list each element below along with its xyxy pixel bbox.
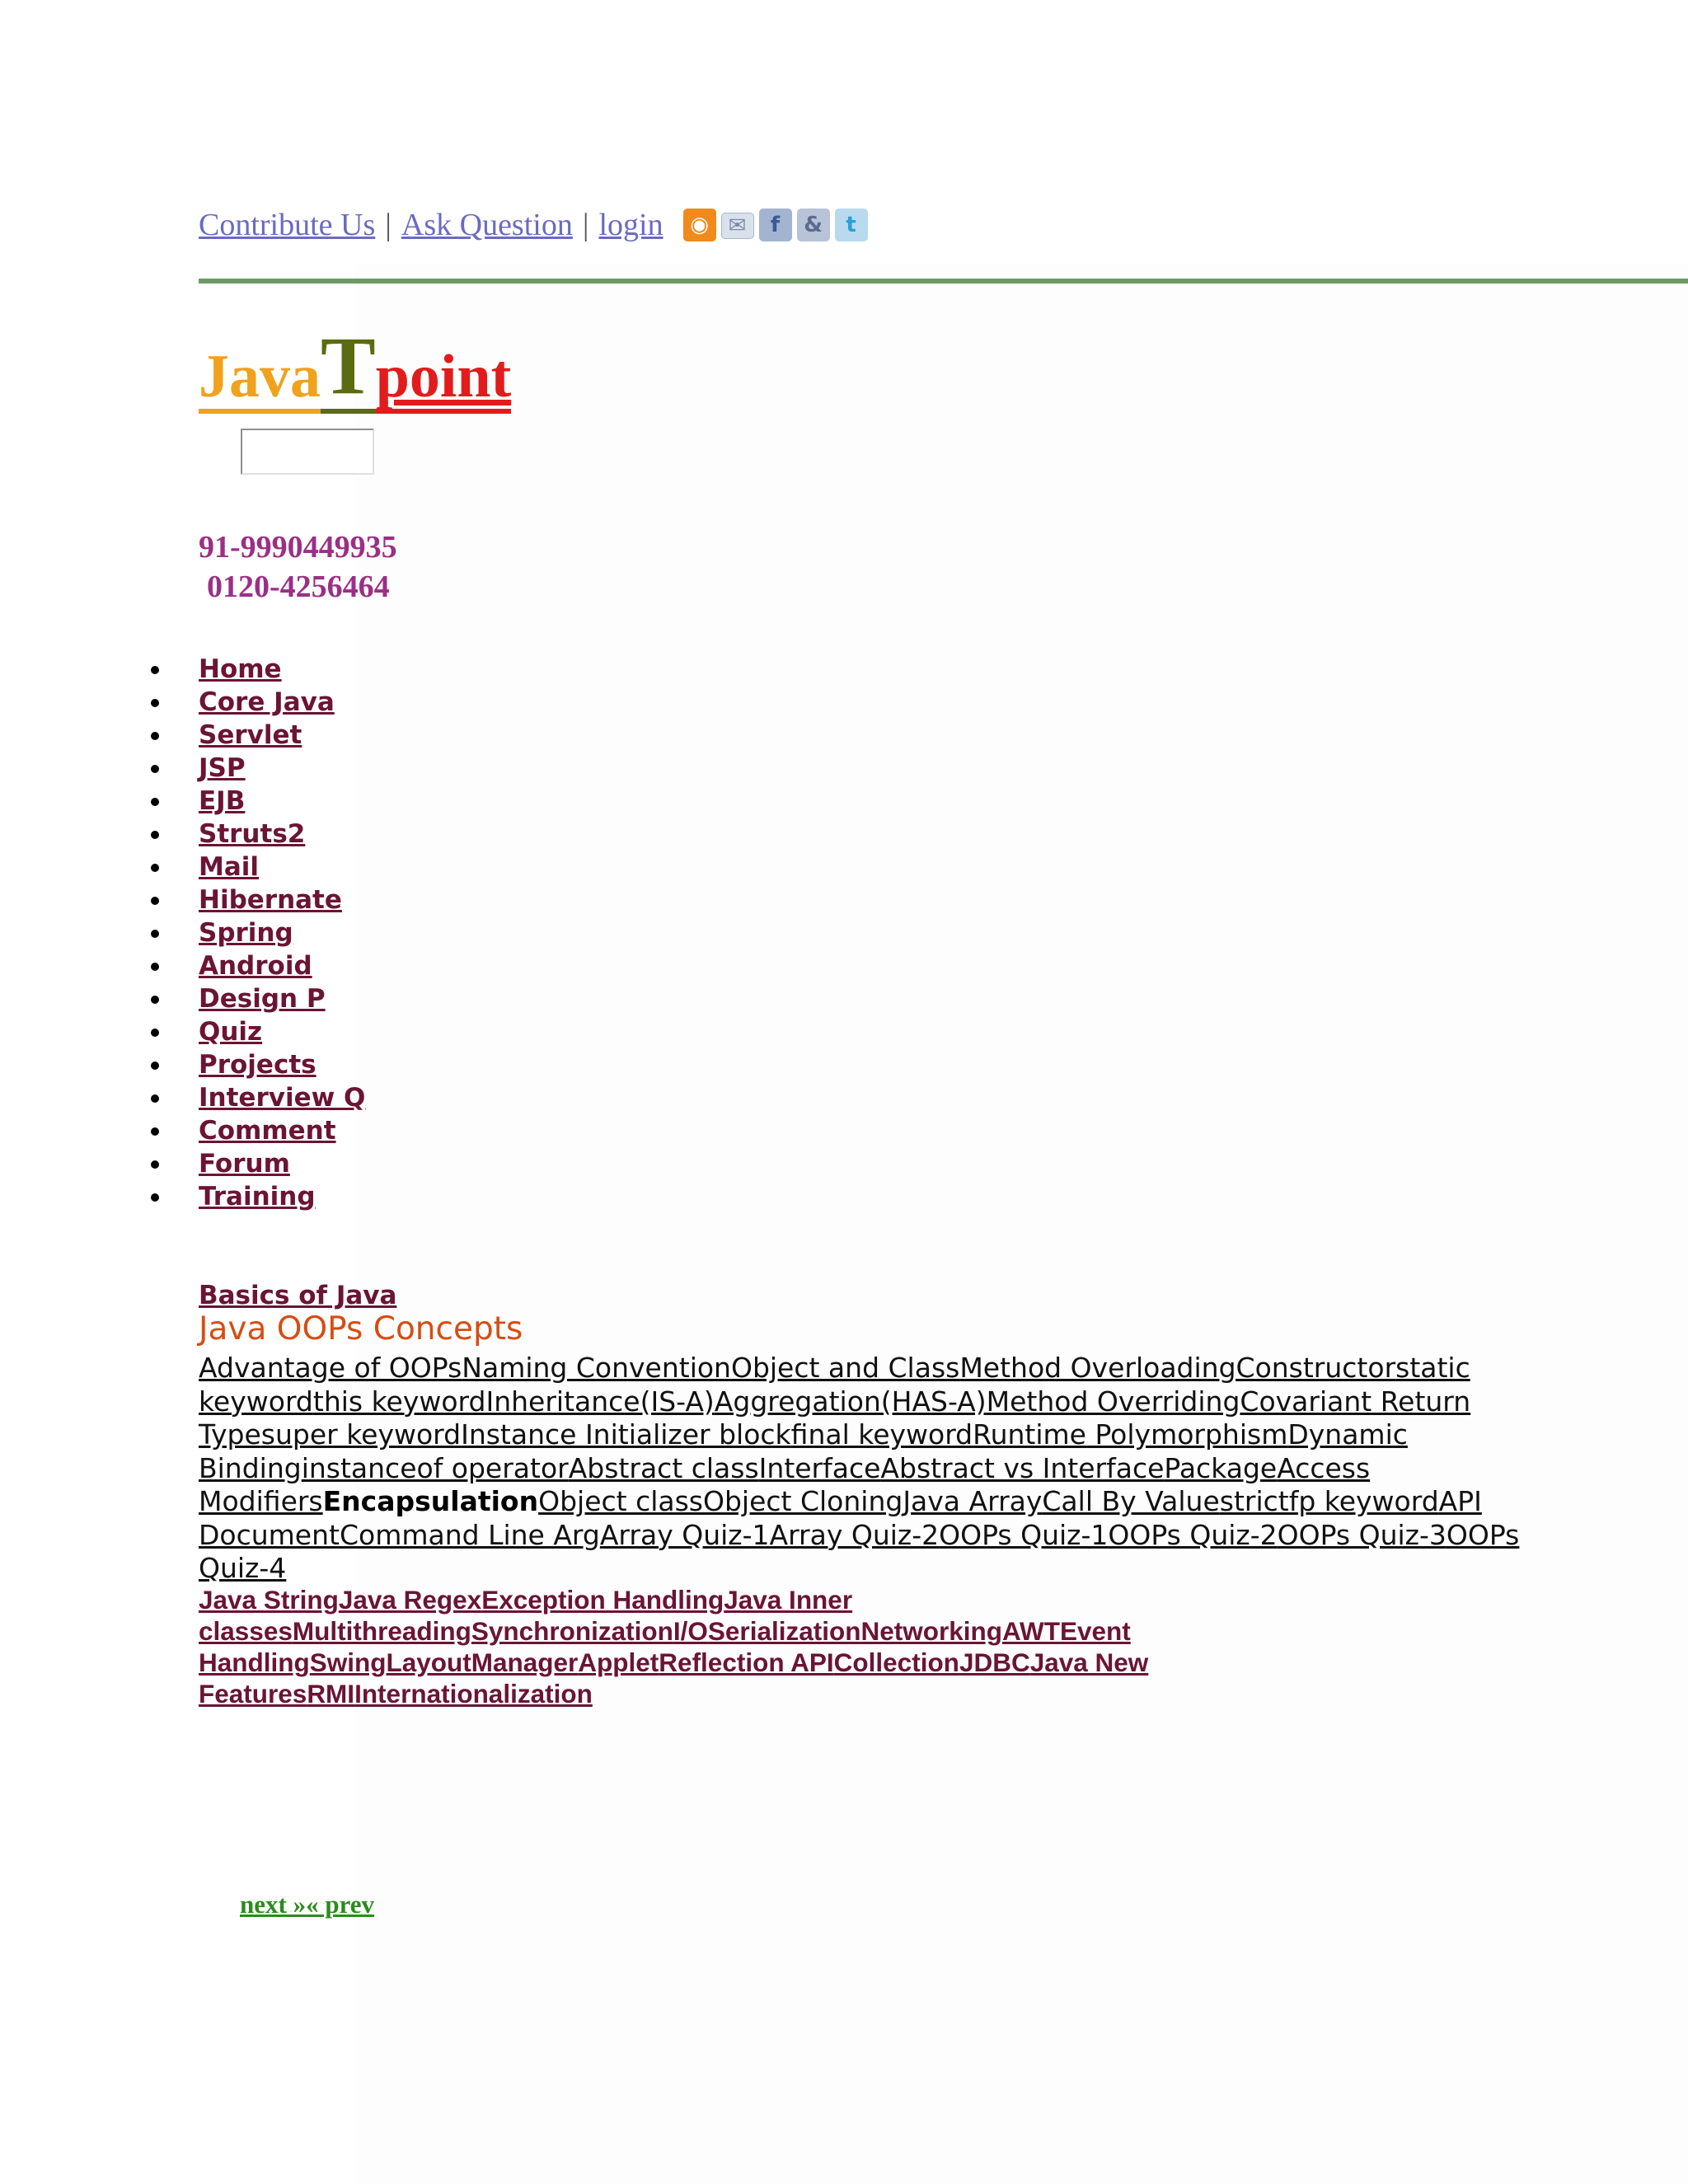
topic-link-reflection-api[interactable]: Reflection API: [659, 1647, 834, 1677]
topic-link-abstract-vs-interface[interactable]: Abstract vs Interface: [880, 1451, 1165, 1484]
topic-link-java-inner-classes[interactable]: Java Inner classes: [199, 1585, 853, 1646]
nav-link-core-java[interactable]: Core Java: [199, 687, 335, 717]
twitter-icon[interactable]: t: [835, 209, 868, 241]
nav-link-comment[interactable]: Comment: [199, 1116, 336, 1146]
topic-link-final-keyword[interactable]: final keyword: [790, 1418, 973, 1451]
nav-item-forum: [148, 1147, 365, 1180]
phone-number-1: 91-9990449935: [199, 530, 397, 565]
nav-link-home[interactable]: Home: [199, 654, 282, 684]
header-divider: [199, 279, 1688, 284]
topic-link-api-document[interactable]: API Document: [199, 1485, 1482, 1551]
nav-item-jsp: [148, 752, 365, 785]
nav-item-quiz: [148, 1015, 365, 1048]
topic-link-this-keyword[interactable]: this keyword: [312, 1385, 486, 1418]
topic-link-synchronization[interactable]: Synchronization: [471, 1616, 673, 1646]
main-nav: [148, 653, 365, 1213]
nav-link-projects[interactable]: Projects: [199, 1050, 316, 1080]
nav-item-struts2: [148, 818, 365, 851]
topic-link-package[interactable]: Package: [1164, 1451, 1278, 1484]
nav-link-struts2[interactable]: Struts2: [199, 819, 306, 849]
topic-link-multithreading[interactable]: Multithreading: [292, 1616, 471, 1646]
top-links-bar: [199, 200, 868, 250]
topic-link-networking[interactable]: Networking: [860, 1616, 1002, 1646]
topic-link-instanceof-operator[interactable]: instanceof operator: [301, 1451, 569, 1484]
nav-link-spring[interactable]: Spring: [199, 918, 293, 948]
login-link[interactable]: login: [598, 208, 663, 242]
topic-link-serialization[interactable]: Serialization: [707, 1616, 861, 1646]
topic-link-array-quiz-2[interactable]: Array Quiz-2: [769, 1518, 940, 1551]
facebook-icon[interactable]: f: [759, 209, 792, 241]
topic-link-abstract-class[interactable]: Abstract class: [568, 1451, 759, 1484]
topic-link-event-handling[interactable]: Event Handling: [199, 1616, 1131, 1677]
topic-link-collection[interactable]: Collection: [833, 1647, 959, 1677]
nav-item-mail: [148, 851, 365, 883]
rss-icon[interactable]: ◉: [683, 209, 716, 241]
nav-link-hibernate[interactable]: Hibernate: [199, 885, 342, 915]
search-input[interactable]: [241, 429, 374, 475]
topic-link-command-line-arg[interactable]: Command Line Arg: [339, 1518, 600, 1551]
topic-link-method-overloading[interactable]: Method Overloading: [959, 1352, 1236, 1384]
next-link[interactable]: next »: [240, 1890, 307, 1919]
topic-link-jdbc[interactable]: JDBC: [959, 1647, 1030, 1677]
nav-item-training: [148, 1180, 365, 1213]
logo-java: Java: [199, 346, 321, 414]
topic-link-inheritance-is-a[interactable]: Inheritance(IS-A): [485, 1385, 715, 1418]
topic-link-java-array[interactable]: Java Array: [903, 1485, 1043, 1517]
nav-item-spring: [148, 916, 365, 949]
nav-item-comment: [148, 1114, 365, 1147]
topic-link-aggregation-has-a[interactable]: Aggregation(HAS-A): [714, 1385, 987, 1418]
nav-link-mail[interactable]: Mail: [199, 852, 260, 882]
topic-link-covariant-return-type[interactable]: Covariant Return Type: [199, 1385, 1471, 1451]
nav-item-projects: [148, 1048, 365, 1081]
nav-item-hibernate: [148, 883, 365, 916]
nav-item-android: [148, 949, 365, 982]
topic-link-instance-initializer-block[interactable]: Instance Initializer block: [461, 1418, 791, 1451]
nav-link-jsp[interactable]: JSP: [199, 753, 246, 783]
pager: [240, 1890, 374, 1919]
topic-link-oops-quiz-4[interactable]: OOPs Quiz-4: [199, 1518, 1520, 1584]
topic-link-oops-quiz-1[interactable]: OOPs Quiz-1: [939, 1518, 1109, 1551]
nav-link-servlet[interactable]: Servlet: [199, 720, 302, 750]
topic-link-call-by-value[interactable]: Call By Value: [1042, 1485, 1220, 1517]
topic-link-super-keyword[interactable]: super keyword: [260, 1418, 462, 1451]
nav-link-android[interactable]: Android: [199, 951, 312, 981]
logo-point: point: [376, 346, 512, 414]
topic-link-swing[interactable]: Swing: [309, 1647, 387, 1677]
share-icon[interactable]: &: [797, 209, 830, 241]
topic-link-layoutmanager[interactable]: LayoutManager: [386, 1647, 579, 1677]
topic-link-access-modifiers[interactable]: Access Modifiers: [199, 1451, 1371, 1517]
nav-link-design-p[interactable]: Design P: [199, 984, 326, 1014]
current-topic-encapsulation: Encapsulation: [322, 1485, 539, 1517]
topic-link-exception-handling[interactable]: Exception Handling: [481, 1585, 724, 1615]
topic-link-runtime-polymorphism[interactable]: Runtime Polymorphism: [973, 1418, 1288, 1451]
nav-link-training[interactable]: Training: [199, 1182, 316, 1212]
topic-link-applet[interactable]: Applet: [578, 1647, 659, 1677]
nav-link-interview-q[interactable]: Interview Q: [199, 1083, 366, 1113]
ask-question-link[interactable]: Ask Question: [401, 208, 573, 242]
topic-link-object-class[interactable]: Object class: [538, 1485, 703, 1517]
content-background: [354, 264, 1688, 2184]
nav-item-home: [148, 653, 365, 686]
topic-link-method-overriding[interactable]: Method Overriding: [986, 1385, 1240, 1418]
social-icons: [683, 209, 868, 241]
topic-link-strictfp-keyword[interactable]: strictfp keyword: [1219, 1485, 1439, 1517]
topic-link-oops-quiz-3[interactable]: OOPs Quiz-3: [1277, 1518, 1447, 1551]
logo-t: T: [321, 325, 376, 414]
topic-link-internationalization[interactable]: Internationalization: [354, 1679, 593, 1708]
topic-link-oops-quiz-2[interactable]: OOPs Quiz-2: [1108, 1518, 1278, 1551]
topic-link-static-keyword[interactable]: static keyword: [199, 1352, 1470, 1418]
contribute-us-link[interactable]: Contribute Us: [199, 208, 376, 242]
nav-item-design-p: [148, 982, 365, 1015]
topic-link-rmi[interactable]: RMI: [307, 1679, 355, 1708]
more-topic-links: [199, 1584, 1262, 1709]
nav-item-ejb: [148, 785, 365, 818]
topic-link-object-and-class[interactable]: Object and Class: [730, 1352, 960, 1384]
topic-link-object-cloning[interactable]: Object Cloning: [703, 1485, 903, 1517]
mail-icon[interactable]: ✉: [721, 213, 754, 239]
nav-item-servlet: [148, 719, 365, 752]
topic-link-java-string[interactable]: Java String: [199, 1585, 339, 1615]
topic-link-dynamic-binding[interactable]: Dynamic Binding: [199, 1418, 1408, 1484]
nav-link-forum[interactable]: Forum: [199, 1149, 290, 1179]
basics-of-java-link[interactable]: Basics of Java: [199, 1281, 397, 1310]
prev-link[interactable]: « prev: [306, 1890, 375, 1919]
site-logo[interactable]: [199, 320, 512, 414]
nav-link-ejb[interactable]: EJB: [199, 786, 246, 816]
topic-link-java-new-features[interactable]: Java New Features: [199, 1647, 1149, 1708]
topic-link-constructor[interactable]: Constructor: [1236, 1352, 1396, 1384]
separator: |: [385, 208, 392, 242]
topic-link-i-o[interactable]: I/O: [673, 1616, 708, 1646]
topic-link-awt[interactable]: AWT: [1001, 1616, 1060, 1646]
section-title: Java OOPs Concepts: [199, 1310, 523, 1347]
nav-link-quiz[interactable]: Quiz: [199, 1017, 263, 1047]
phone-number-2: 0120-4256464: [207, 569, 390, 604]
separator: |: [582, 208, 589, 242]
topic-link-java-regex[interactable]: Java Regex: [338, 1585, 482, 1615]
nav-item-core-java: [148, 686, 365, 719]
topic-link-array-quiz-1[interactable]: Array Quiz-1: [599, 1518, 770, 1551]
oops-topic-links: [199, 1352, 1534, 1586]
topic-link-naming-convention[interactable]: Naming Convention: [462, 1352, 731, 1384]
topic-link-advantage-of-oops[interactable]: Advantage of OOPs: [199, 1352, 462, 1384]
nav-item-interview-q: [148, 1081, 365, 1114]
topic-link-interface[interactable]: Interface: [758, 1451, 881, 1484]
